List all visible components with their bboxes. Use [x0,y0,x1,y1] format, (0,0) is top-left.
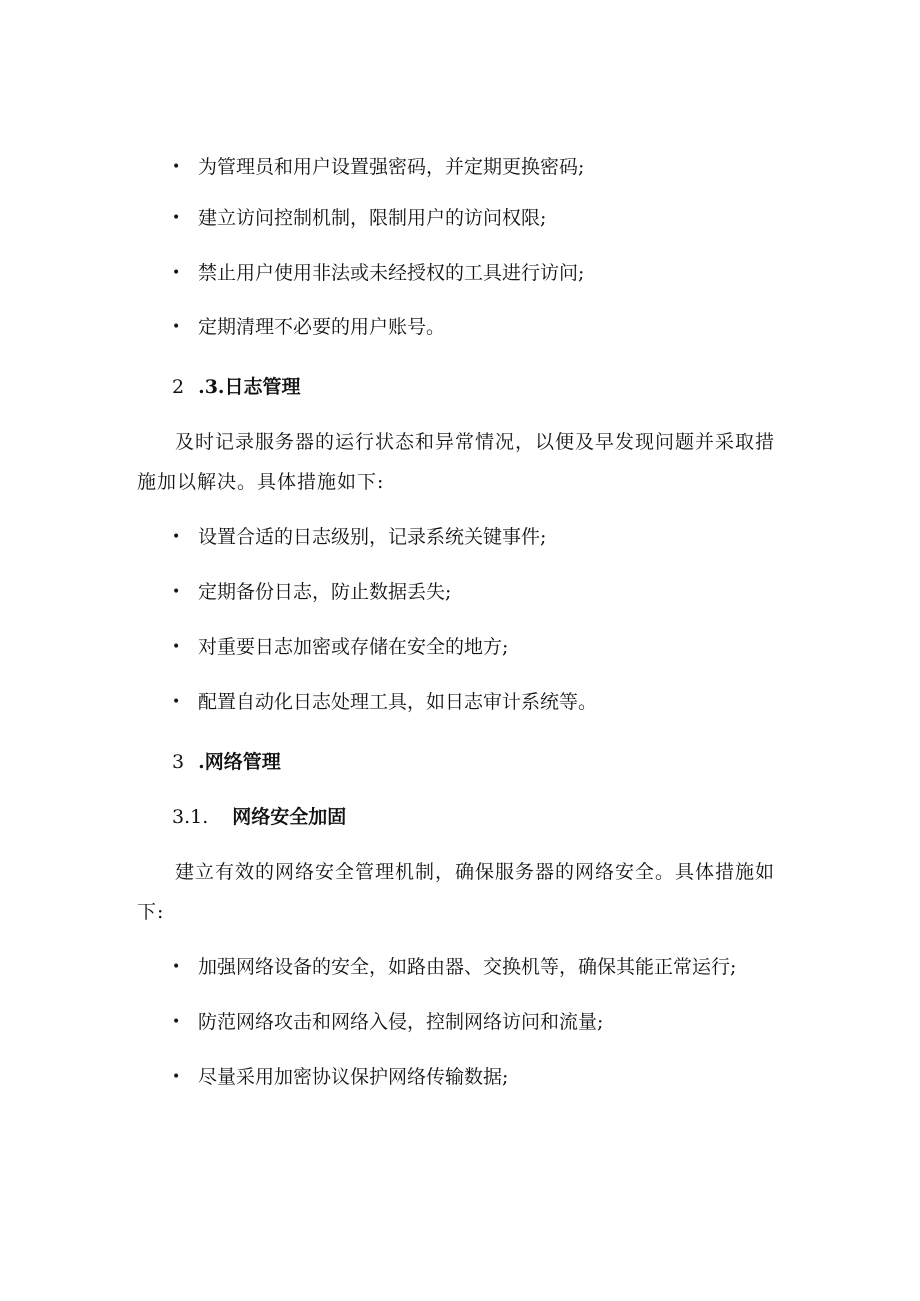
list-item-text: 定期清理不必要的用户账号。 [198,316,446,338]
list-item [172,1063,508,1091]
list-item-text: 尽量采用加密协议保护网络传输数据; [198,1066,509,1088]
list-item [172,259,584,287]
bullet-icon: • [172,159,181,175]
section-title: 网络安全加固 [232,806,347,828]
list-item [172,1008,603,1036]
section-number: 3.1. [172,806,209,828]
list-item [172,153,584,181]
list-item [172,578,451,606]
bullet-icon: • [172,584,181,600]
list-item-text: 为管理员和用户设置强密码，并定期更换密码; [198,156,585,178]
paragraph-text: 及时记录服务器的运行状态和异常情况，以便及早发现问题并采取措施加以解决。具体措施如下: [137,431,776,493]
list-item-text: 加强网络设备的安全，如路由器、交换机等，确保其能正常运行; [198,956,737,978]
bullet-icon: • [172,210,181,226]
section-heading-2-3 [172,373,301,401]
list-item-text: 配置自动化日志处理工具，如日志审计系统等。 [198,691,598,713]
list-item-text: 建立访问控制机制，限制用户的访问权限; [198,207,547,229]
section-title: .网络管理 [198,751,281,773]
bullet-icon: • [172,319,181,335]
list-item-text: 定期备份日志，防止数据丢失; [198,581,452,603]
bullet-icon: • [172,959,181,975]
paragraph-text: 建立有效的网络安全管理机制，确保服务器的网络安全。具体措施如下: [137,861,776,923]
bullet-icon: • [172,639,181,655]
list-item [172,313,445,341]
list-item [172,688,597,716]
section-heading-3 [172,748,281,776]
bullet-icon: • [172,1014,181,1030]
list-item-text: 对重要日志加密或存储在安全的地方; [198,636,509,658]
list-item [172,953,736,981]
section-number: 3 [172,751,185,773]
bullet-icon: • [172,1069,181,1085]
bullet-icon: • [172,694,181,710]
list-item [172,523,546,551]
paragraph-log [137,422,787,502]
section-title: .3.日志管理 [198,376,301,398]
bullet-icon: • [172,265,181,281]
list-item-text: 设置合适的日志级别，记录系统关键事件; [198,526,547,548]
paragraph-network [137,852,787,932]
bullet-icon: • [172,529,181,545]
list-item [172,633,508,661]
list-item [172,204,546,232]
section-number: 2 [172,376,185,398]
list-item-text: 防范网络攻击和网络入侵，控制网络访问和流量; [198,1011,604,1033]
section-heading-3-1 [172,803,346,831]
list-item-text: 禁止用户使用非法或未经授权的工具进行访问; [198,262,585,284]
